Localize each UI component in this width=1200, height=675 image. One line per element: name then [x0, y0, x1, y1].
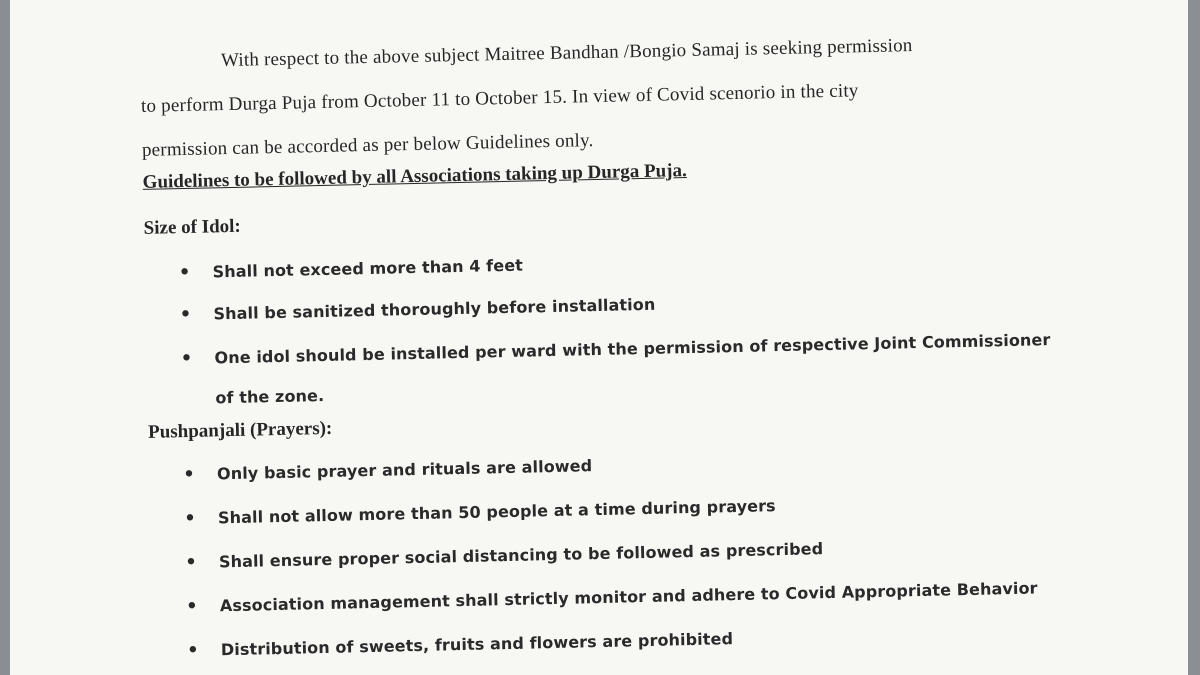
list-item-text: Shall not exceed more than 4 feet [212, 255, 524, 282]
bullet-icon: • [179, 303, 192, 326]
left-border [0, 0, 10, 675]
page-content [10, 0, 1185, 675]
bullet-icon: • [183, 463, 196, 486]
bullet-icon: • [184, 551, 197, 574]
paragraph-line-1: With respect to the above subject Maitree Bandhan /Bongio Samaj is seeking permission [220, 35, 913, 72]
list-item-text: Shall not allow more than 50 people at a time during prayers [217, 496, 776, 528]
bullet-icon: • [184, 507, 196, 530]
list-item-text: One idol should be installed per ward with the permission of respective Joint Commissioner of the zone. [214, 330, 1051, 408]
paragraph-line-2: to perform Durga Puja from October 11 to October 15. In view of Covid scenorio in the city [140, 80, 859, 117]
list-item-text: Only basic prayer and rituals are allowed [216, 456, 593, 484]
bullet-icon: • [185, 595, 198, 618]
list-item [176, 320, 1058, 419]
scanned-page [10, 0, 1188, 675]
size-of-idol-heading: Size of Idol: [143, 215, 241, 239]
list-item-text: Association management shall strictly monitor and adhere to Covid Appropriate Behavior [219, 578, 1038, 616]
pushpanjali-heading: Pushpanjali (Prayers): [147, 417, 333, 443]
paragraph-line-3: permission can be accorded as per below Guidelines only. [141, 130, 594, 161]
list-item-text: Shall be sanitized thoroughly before installation [213, 294, 656, 324]
list-item-text: Distribution of sweets, fruits and flowers are prohibited [220, 629, 734, 660]
bullet-icon: • [178, 261, 191, 284]
guidelines-heading: Guidelines to be followed by all Associations taking up Durga Puja. [142, 160, 687, 193]
list-item-text: Shall ensure proper social distancing to be followed as prescribed [218, 539, 824, 572]
right-border [1188, 0, 1200, 675]
bullet-icon: • [180, 347, 193, 370]
bullet-icon: • [186, 639, 199, 662]
